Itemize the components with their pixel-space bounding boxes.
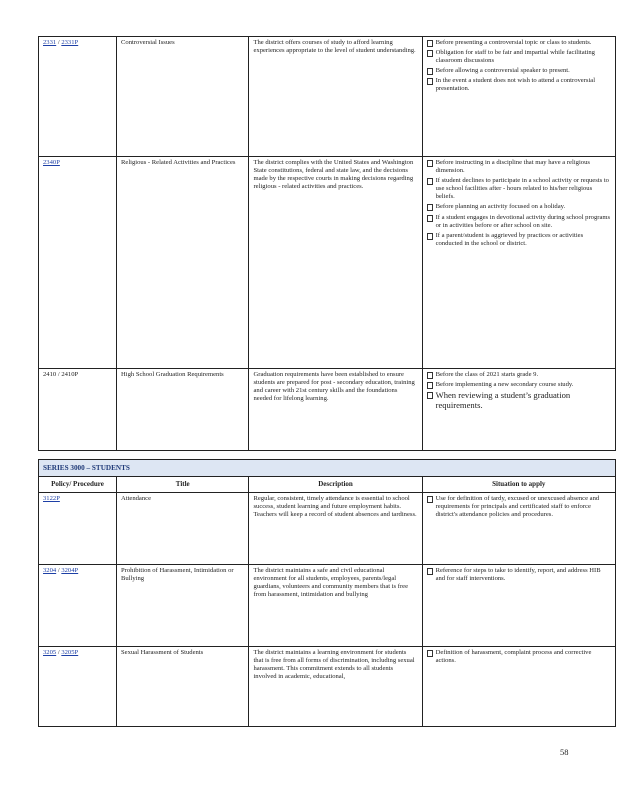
policy-code-cell: 2331 / 2331P (39, 37, 117, 157)
policy-table-series-3000 (38, 459, 616, 727)
procedure-code: 2410P (61, 371, 79, 378)
procedure-link[interactable]: 2340P (43, 159, 60, 166)
policy-code-cell (39, 157, 117, 369)
policy-code: 2410 (43, 371, 57, 378)
series-header-row (39, 460, 616, 477)
situation-item: If student declines to participate in a school activity or requests to use school facilities after - hours related to his/her religious beliefs. (427, 177, 611, 201)
situation-item: Definition of harassment, complaint process and corrective actions. (427, 649, 611, 665)
series-title: SERIES 3000 – STUDENTS (39, 460, 616, 477)
table-row (39, 492, 616, 564)
situation-item: If a parent/student is aggrieved by practices or activities conducted in the school or district. (427, 232, 611, 248)
table-row (39, 369, 616, 451)
policy-title: Prohibition of Harassment, Intimidation or Bullying (116, 564, 248, 646)
situation-item: Before presenting a controversial topic or class to students. (427, 39, 611, 47)
column-header-policy: Policy/ Procedure (39, 477, 117, 492)
policy-title: Attendance (116, 492, 248, 564)
column-header-title: Title (116, 477, 248, 492)
situation-item: When reviewing a student’s graduation requirements. (427, 391, 611, 410)
policy-description: The district maintains a learning environment for students that is free from all forms of discrimination, including sexual harassment. This commitment extends to all students involved in academic, educational, (249, 646, 422, 726)
column-header-situation: Situation to apply (422, 477, 615, 492)
policy-link[interactable]: 2331 (43, 39, 57, 46)
procedure-link[interactable]: 2331P (61, 39, 79, 46)
table-row (39, 564, 616, 646)
situation-cell (422, 369, 615, 451)
policy-description: The district complies with the United States and Washington State constitutions, federal and state law, and the decisions made by the respective courts in making decisions regarding religious - related activities and practices. (249, 157, 422, 369)
procedure-link[interactable]: 3205P (61, 648, 79, 656)
table-row (39, 37, 616, 157)
policy-code-cell: 3205 / 3205P (39, 646, 117, 726)
policy-description: Graduation requirements have been established to ensure students are prepared for post - secondary education, training and career with 21st century skills and the foundations needed for lifelong learning. (249, 369, 422, 451)
situation-item: In the event a student does not wish to attend a controversial presentation. (427, 77, 611, 93)
page-number: 58 (560, 747, 569, 757)
policy-code-cell: 3204 / 3204P (39, 564, 117, 646)
situation-item: Before the class of 2021 starts grade 9. (427, 371, 611, 379)
policy-link[interactable]: 3204 (43, 566, 57, 574)
situation-cell (422, 157, 615, 369)
table-row (39, 157, 616, 369)
policy-code-cell (39, 492, 117, 564)
policy-link[interactable]: 3205 (43, 648, 57, 656)
policy-title: Sexual Harassment of Students (116, 646, 248, 726)
situation-item: Use for definition of tardy, excused or unexcused absence and requirements for principals and certificated staff to enforce district's attendance policies and procedures. (427, 495, 611, 519)
situation-item: Before allowing a controversial speaker to present. (427, 67, 611, 75)
policy-table-series-2000 (38, 36, 616, 451)
situation-item: If a student engages in devotional activity during school programs or in activities before or after school on site. (427, 214, 611, 230)
policy-description: The district maintains a safe and civil educational environment for all students, employees, parents/legal guardians, volunteers and community members that is free from harassment, intimidation and bullying (249, 564, 422, 646)
situation-item: Reference for steps to take to identify, report, and address HIB and for staff interventions. (427, 567, 611, 583)
policy-description: Regular, consistent, timely attendance is essential to school success, student learning and future employment habits. Teachers will keep a record of student absences and tardiness. (249, 492, 422, 564)
policy-title: Controversial Issues (117, 37, 249, 157)
situation-item: Before planning an activity focused on a holiday. (427, 203, 611, 211)
column-header-description: Description (249, 477, 422, 492)
situation-cell (422, 492, 615, 564)
table-row (39, 646, 616, 726)
situation-item: Before instructing in a discipline that may have a religious dimension. (427, 159, 611, 175)
policy-code-cell: 2410 / 2410P (39, 369, 117, 451)
situation-cell (422, 37, 615, 157)
situation-cell (422, 564, 615, 646)
column-header-row (39, 477, 616, 492)
policy-title: High School Graduation Requirements (117, 369, 249, 451)
policy-description: The district offers courses of study to afford learning experiences appropriate to the level of student understanding. (249, 37, 422, 157)
policy-title: Religious - Related Activities and Practices (117, 157, 249, 369)
situation-item: Obligation for staff to be fair and impartial while facilitating classroom discussions (427, 49, 611, 65)
situation-cell (422, 646, 615, 726)
procedure-link[interactable]: 3204P (61, 566, 79, 574)
procedure-link[interactable]: 3122P (43, 494, 60, 502)
situation-item: Before implementing a new secondary course study. (427, 381, 611, 389)
